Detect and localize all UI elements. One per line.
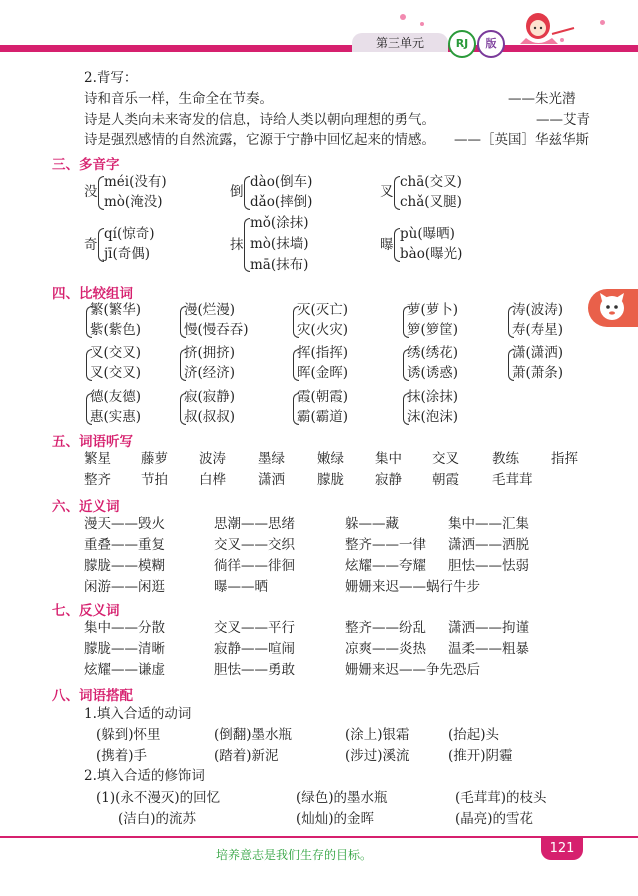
modifier-phrase: (毛茸茸)的枝头 bbox=[455, 790, 547, 806]
poly-char: 倒 bbox=[230, 184, 244, 200]
dictation-word: 交叉 bbox=[432, 451, 459, 467]
compare-word: 紫(紫色) bbox=[90, 322, 142, 338]
dictation-word: 潇洒 bbox=[258, 472, 285, 488]
subsection-title: 2.填入合适的修饰词 bbox=[84, 768, 205, 784]
antonym-pair: 胆怯——勇敢 bbox=[214, 662, 295, 678]
synonym-pair: 曝——晒 bbox=[214, 579, 268, 595]
poly-item: mǒ(涂抹) bbox=[250, 215, 309, 231]
synonym-pair: 朦胧——模糊 bbox=[84, 558, 165, 574]
verb-phrase: (涂上)银霜 bbox=[345, 727, 410, 743]
poly-char: 曝 bbox=[380, 237, 394, 253]
section-title: 四、比较组词 bbox=[52, 286, 133, 302]
poly-item: jī(奇偶) bbox=[104, 246, 151, 262]
compare-word: 惠(实惠) bbox=[90, 409, 142, 425]
quote-author: ——［英国］华兹华斯 bbox=[454, 132, 589, 148]
poly-char: 抹 bbox=[230, 237, 244, 253]
compare-word: 灭(灭亡) bbox=[297, 302, 349, 318]
section-title: 五、词语听写 bbox=[52, 434, 133, 450]
memorize-title: 2.背写： bbox=[84, 70, 138, 86]
antonym-pair: 潇洒——拘谨 bbox=[448, 620, 529, 636]
antonym-pair: 朦胧——清晰 bbox=[84, 641, 165, 657]
poly-item: qí(惊奇) bbox=[104, 226, 155, 242]
section-title: 七、反义词 bbox=[52, 603, 120, 619]
compare-word: 叉(交叉) bbox=[90, 365, 142, 381]
poly-char: 叉 bbox=[380, 184, 394, 200]
synonym-pair: 思潮——思绪 bbox=[214, 516, 295, 532]
compare-word: 叉(交叉) bbox=[90, 345, 142, 361]
poly-item: dào(倒车) bbox=[250, 174, 313, 190]
compare-word: 霸(霸道) bbox=[297, 409, 349, 425]
poly-item: chā(交叉) bbox=[400, 174, 462, 190]
poly-item: dǎo(摔倒) bbox=[250, 194, 313, 210]
poly-item: mò(淹没) bbox=[104, 194, 163, 210]
compare-word: 沫(泡沫) bbox=[407, 409, 459, 425]
subsection-title: 1.填入合适的动词 bbox=[84, 706, 192, 722]
compare-word: 箩(箩筐) bbox=[407, 322, 459, 338]
page-number: 121 bbox=[541, 838, 583, 860]
modifier-phrase: (洁白)的流苏 bbox=[118, 811, 197, 827]
verb-phrase: (躲到)怀里 bbox=[96, 727, 161, 743]
compare-word: 涛(波涛) bbox=[512, 302, 564, 318]
poly-item: bào(曝光) bbox=[400, 246, 463, 262]
modifier-phrase: (1)(永不漫灭)的回忆 bbox=[96, 790, 221, 806]
footer-motto: 培养意志是我们生存的目标。 bbox=[216, 848, 373, 862]
poly-item: pù(曝晒) bbox=[400, 226, 455, 242]
antonym-pair: 整齐——纷乱 bbox=[345, 620, 426, 636]
synonym-pair: 交叉——交织 bbox=[214, 537, 295, 553]
decor-dot bbox=[400, 14, 406, 20]
section-title: 三、多音字 bbox=[52, 157, 120, 173]
compare-word: 挥(指挥) bbox=[297, 345, 349, 361]
section-title: 八、词语搭配 bbox=[52, 688, 133, 704]
compare-word: 济(经济) bbox=[184, 365, 236, 381]
mascot-face-icon bbox=[594, 289, 634, 327]
dictation-word: 集中 bbox=[375, 451, 402, 467]
compare-word: 晖(金晖) bbox=[297, 365, 349, 381]
decor-dot bbox=[420, 22, 424, 26]
antonym-pair: 温柔——粗暴 bbox=[448, 641, 529, 657]
compare-word: 叔(叔叔) bbox=[184, 409, 236, 425]
antonym-pair: 姗姗来迟——争先恐后 bbox=[345, 662, 480, 678]
verb-phrase: (抬起)头 bbox=[448, 727, 500, 743]
compare-word: 漫(烂漫) bbox=[184, 302, 236, 318]
quote-author: ——朱光潜 bbox=[508, 91, 576, 107]
dictation-word: 波涛 bbox=[199, 451, 226, 467]
compare-word: 霞(朝霞) bbox=[297, 389, 349, 405]
dictation-word: 整齐 bbox=[84, 472, 111, 488]
synonym-pair: 炫耀——夸耀 bbox=[345, 558, 426, 574]
dictation-word: 繁星 bbox=[84, 451, 111, 467]
poly-item: mò(抹墙) bbox=[250, 236, 309, 252]
quote-author: ——艾青 bbox=[536, 112, 590, 128]
compare-word: 德(友德) bbox=[90, 389, 142, 405]
dictation-word: 白桦 bbox=[199, 472, 226, 488]
poly-item: méi(没有) bbox=[104, 174, 167, 190]
synonym-pair: 姗姗来迟——蜗行牛步 bbox=[345, 579, 480, 595]
unit-tab: 第三单元 bbox=[352, 33, 448, 52]
compare-word: 繁(繁华) bbox=[90, 302, 142, 318]
synonym-pair: 潇洒——洒脱 bbox=[448, 537, 529, 553]
verb-phrase: (涉过)溪流 bbox=[345, 748, 410, 764]
synonym-pair: 漫天——毁火 bbox=[84, 516, 165, 532]
synonym-pair: 胆怯——怯弱 bbox=[448, 558, 529, 574]
verb-phrase: (倒翻)墨水瓶 bbox=[214, 727, 293, 743]
rj-badge: RJ bbox=[448, 30, 476, 58]
dictation-word: 毛茸茸 bbox=[492, 472, 533, 488]
poly-item: chǎ(叉腿) bbox=[400, 194, 462, 210]
compare-word: 潇(潇洒) bbox=[512, 345, 564, 361]
antonym-pair: 集中——分散 bbox=[84, 620, 165, 636]
compare-word: 灾(火灾) bbox=[297, 322, 349, 338]
antonym-pair: 交叉——平行 bbox=[214, 620, 295, 636]
decor-dot bbox=[600, 20, 605, 25]
girl-mascot-icon bbox=[508, 8, 578, 48]
poly-char: 没 bbox=[84, 184, 98, 200]
dictation-word: 藤萝 bbox=[141, 451, 168, 467]
dictation-word: 指挥 bbox=[551, 451, 578, 467]
section-title: 六、近义词 bbox=[52, 499, 120, 515]
dictation-word: 墨绿 bbox=[258, 451, 285, 467]
synonym-pair: 重叠——重复 bbox=[84, 537, 165, 553]
compare-word: 萧(萧条) bbox=[512, 365, 564, 381]
dictation-word: 寂静 bbox=[375, 472, 402, 488]
quote-line: 诗和音乐一样，生命全在节奏。 bbox=[84, 91, 273, 107]
dictation-word: 朦胧 bbox=[317, 472, 344, 488]
compare-word: 绣(绣花) bbox=[407, 345, 459, 361]
modifier-phrase: (灿灿)的金晖 bbox=[296, 811, 375, 827]
verb-phrase: (推开)阴霾 bbox=[448, 748, 513, 764]
synonym-pair: 闲游——闲逛 bbox=[84, 579, 165, 595]
compare-word: 挤(拥挤) bbox=[184, 345, 236, 361]
compare-word: 抹(涂抹) bbox=[407, 389, 459, 405]
dictation-word: 教练 bbox=[492, 451, 519, 467]
dictation-word: 朝霞 bbox=[432, 472, 459, 488]
modifier-phrase: (晶亮)的雪花 bbox=[455, 811, 534, 827]
poly-char: 奇 bbox=[84, 237, 98, 253]
compare-word: 萝(萝卜) bbox=[407, 302, 459, 318]
verb-phrase: (踏着)新泥 bbox=[214, 748, 279, 764]
modifier-phrase: (绿色)的墨水瓶 bbox=[296, 790, 388, 806]
synonym-pair: 整齐——一律 bbox=[345, 537, 426, 553]
ban-badge: 版 bbox=[477, 30, 505, 58]
antonym-pair: 炫耀——谦虚 bbox=[84, 662, 165, 678]
compare-word: 诱(诱惑) bbox=[407, 365, 459, 381]
compare-word: 慢(慢吞吞) bbox=[184, 322, 249, 338]
verb-phrase: (携着)手 bbox=[96, 748, 148, 764]
antonym-pair: 寂静——喧闹 bbox=[214, 641, 295, 657]
synonym-pair: 集中——汇集 bbox=[448, 516, 529, 532]
quote-line: 诗是强烈感情的自然流露，它源于宁静中回忆起来的情感。 bbox=[84, 132, 435, 148]
synonym-pair: 躲——藏 bbox=[345, 516, 399, 532]
dictation-word: 嫩绿 bbox=[317, 451, 344, 467]
poly-item: mā(抹布) bbox=[250, 257, 309, 273]
side-tab bbox=[588, 289, 638, 327]
synonym-pair: 徜徉——徘徊 bbox=[214, 558, 295, 574]
compare-word: 寂(寂静) bbox=[184, 389, 236, 405]
compare-word: 寿(寿星) bbox=[512, 322, 564, 338]
antonym-pair: 凉爽——炎热 bbox=[345, 641, 426, 657]
quote-line: 诗是人类向未来寄发的信息，诗给人类以朝向理想的勇气。 bbox=[84, 112, 435, 128]
dictation-word: 节拍 bbox=[141, 472, 168, 488]
